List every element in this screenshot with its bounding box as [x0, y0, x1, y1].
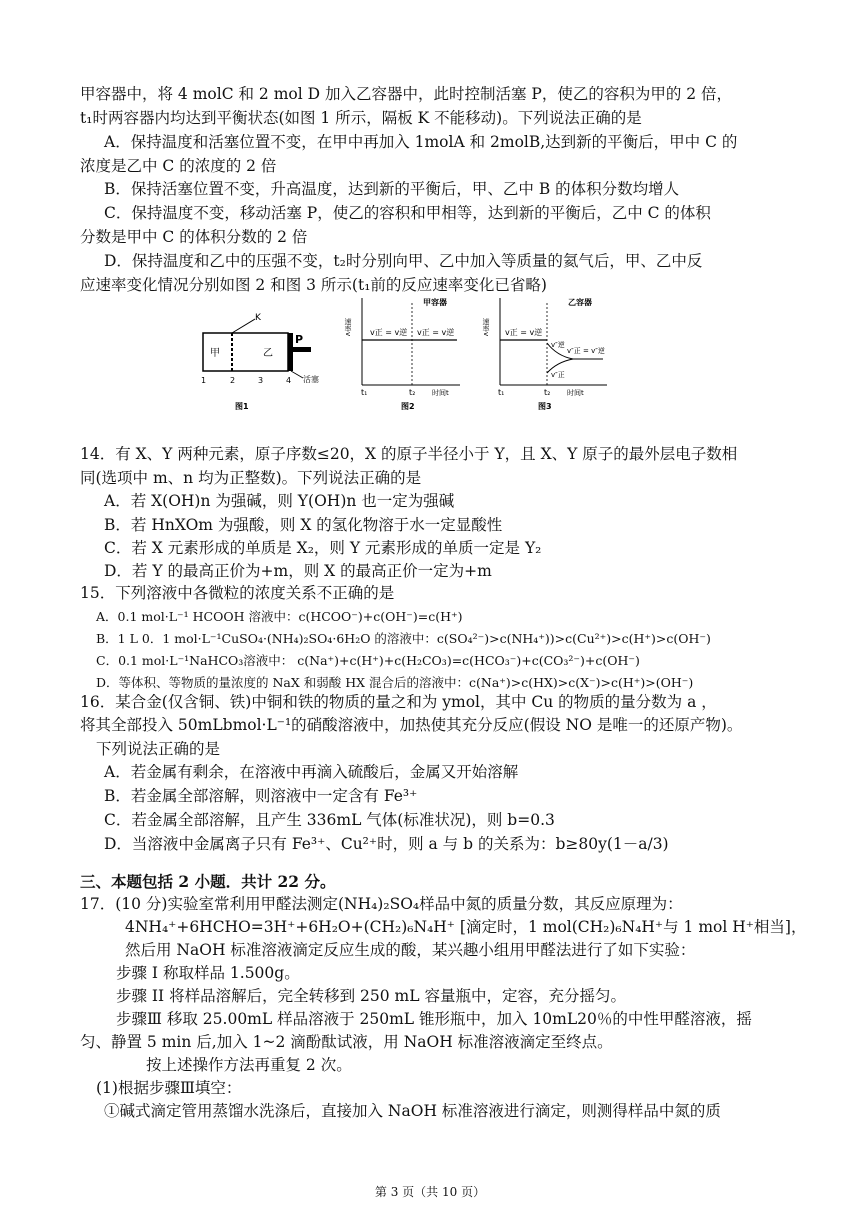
text-line: 分数是甲中 C 的体积分数的 2 倍: [80, 228, 308, 246]
option-c: C．0.1 mol·L⁻¹NaHCO₃溶液中： c(Na⁺)+c(H⁺)+c(H₂CO₃)=c(HCO₃⁻)+c(CO₃²⁻)+c(OH⁻): [96, 653, 640, 668]
step-1: 步骤 I 称取样品 1.500g。: [116, 964, 300, 982]
option-b: B．保持活塞位置不变，升高温度，达到新的平衡后，甲、乙中 B 的体积分数均增人: [104, 180, 680, 198]
fig1-label-p: P: [295, 333, 304, 346]
option-a: A．0.1 mol·L⁻¹ HCOOH 溶液中：c(HCOO⁻)+c(OH⁻)=c(H⁺): [96, 609, 463, 624]
question-15: 15．下列溶液中各微粒的浓度关系不正确的是: [80, 584, 395, 602]
step-3: 步骤Ⅲ 移取 25.00mL 样品溶液于 250mL 锥形瓶中，加入 10mL20％的中性甲醛溶液，摇: [116, 1010, 752, 1028]
question-17: 17．(10 分)实验室常利用甲醛法测定(NH₄)₂SO₄样品中氮的质量分数，其反应原理为：: [80, 895, 683, 913]
question-14: 14．有 X、Y 两种元素，原子序数≤20，X 的原子半径小于 Y，且 X、Y 原子的最外层电子数相: [80, 445, 738, 463]
fig2-ylabel: 速率v: [344, 318, 352, 337]
fig3-lower-label: v″正: [551, 371, 565, 379]
sub-question: (1)根据步骤Ⅲ填空：: [96, 1079, 242, 1097]
fig1-caption: 图1: [235, 402, 249, 411]
option-c: C．若金属全部溶解，且产生 336mL 气体(标准状况)，则 b=0.3: [104, 811, 555, 829]
reaction-equation: 4NH₄⁺+6HCHO=3H⁺+6H₂O+(CH₂)₆N₄H⁺ [滴定时，1 mol(CH₂)₆N₄H⁺与 1 mol H⁺相当]，: [125, 918, 807, 936]
option-d: D．等体积、等物质的量浓度的 NaX 和弱酸 HX 混合后的溶液中：c(Na⁺)>c(HX)>c(X⁻)>c(H⁺)>(OH⁻): [96, 675, 694, 690]
fig1-label-jia: 甲: [210, 348, 220, 359]
fig2-eq-label: v正 = v逆: [417, 328, 455, 337]
page-footer: 第 3 页（共 10 页）: [374, 1185, 486, 1199]
fig3-xlabel: 时间t: [567, 389, 584, 397]
option-b: B．若金属全部溶解，则溶液中一定含有 Fe³⁺: [104, 787, 418, 805]
option-a: A．若 X(OH)n 为强碱，则 Y(OH)n 也一定为强碱: [104, 492, 455, 510]
option-b: B．1 L 0．1 mol·L⁻¹CuSO₄·(NH₄)₂SO₄·6H₂O 的溶液中：c(SO₄²⁻)>c(NH₄⁺))>c(Cu²⁺)>c(H⁺)>c(OH⁻): [96, 631, 711, 646]
option-d: D．当溶液中金属离子只有 Fe³⁺、Cu²⁺时，则 a 与 b 的关系为：b≥80y(1－a/3): [104, 835, 669, 853]
fig3-title: 乙容器: [568, 298, 592, 307]
fig1-label-yi: 乙: [263, 348, 273, 359]
fig3-t1: t₁: [498, 388, 505, 397]
text-line: 按上述操作方法再重复 2 次。: [146, 1056, 352, 1074]
text-line: ①碱式滴定管用蒸馏水洗涤后，直接加入 NaOH 标准溶液进行滴定，则测得样品中氮的质: [104, 1102, 721, 1120]
fig1-label-k: K: [255, 313, 261, 323]
option-a: A．若金属有剩余，在溶液中再滴入硫酸后，金属又开始溶解: [104, 763, 519, 781]
option-d: D．若 Y 的最高正价为+m，则 X 的最高正价一定为+m: [104, 562, 492, 580]
option-b: B．若 HnXOm 为强酸，则 X 的氢化物溶于水一定显酸性: [104, 516, 503, 534]
fig1-piston-label: 活塞: [303, 375, 319, 384]
text-line: 下列说法正确的是: [96, 740, 221, 758]
text-line: 将其全部投入 50mLbmol·L⁻¹的硝酸溶液中，加热使其充分反应(假设 NO 是唯一的还原产物)。: [80, 716, 743, 734]
figure-1: [201, 313, 319, 411]
option-d: D．保持温度和乙中的压强不变，t₂时分别向甲、乙中加入等质量的氦气后，甲、乙中反: [104, 252, 703, 270]
text-line: 浓度是乙中 C 的浓度的 2 倍: [80, 157, 277, 175]
section-heading: 三、本题包括 2 小题．共计 22 分。: [80, 872, 336, 891]
fig2-caption: 图2: [401, 402, 415, 411]
fig1-tick: 3: [258, 376, 264, 385]
text-line: 甲容器中，将 4 molC 和 2 mol D 加入乙容器中，此时控制活塞 P，使乙的容积为甲的 2 倍，: [80, 85, 733, 103]
figure-group: [195, 293, 615, 415]
figure-2: [344, 297, 460, 411]
option-c: C．保持温度不变，移动活塞 P，使乙的容积和甲相等，达到新的平衡后，乙中 C 的体积: [104, 204, 711, 222]
question-16: 16．某合金(仅含铜、铁)中铜和铁的物质的量之和为 ymol，其中 Cu 的物质的量分数为 a ，: [80, 693, 717, 711]
fig1-tick: 2: [230, 376, 236, 385]
fig1-tick: 4: [286, 376, 292, 385]
text-line: 匀、静置 5 min 后,加入 1~2 滴酚酞试液，用 NaOH 标准溶液滴定至终点。: [80, 1033, 613, 1051]
fig2-t2: t₂: [409, 388, 416, 397]
fig3-ylabel: 速率v: [482, 318, 490, 337]
figure-3: [482, 297, 607, 411]
text-line: 同(选项中 m、n 均为正整数)。下列说法正确的是: [80, 469, 422, 487]
fig2-title: 甲容器: [423, 298, 447, 307]
option-c: C．若 X 元素形成的单质是 X₂，则 Y 元素形成的单质一定是 Y₂: [104, 539, 542, 557]
fig3-upper-label: v″逆: [551, 341, 565, 349]
text-line: t₁时两容器内均达到平衡状态(如图 1 所示，隔板 K 不能移动)。下列说法正确的是: [80, 109, 642, 127]
fig3-caption: 图3: [538, 402, 552, 411]
fig1-tick: 1: [201, 376, 207, 385]
fig3-eq2-label: v″正 = v″逆: [567, 347, 605, 355]
fig2-eq-label: v正 = v逆: [370, 328, 408, 337]
option-a: A．保持温度和活塞位置不变，在甲中再加入 1molA 和 2molB,达到新的平衡后，甲中 C 的: [104, 133, 738, 151]
fig2-t1: t₁: [361, 388, 368, 397]
text-line: 然后用 NaOH 标准溶液滴定反应生成的酸，某兴趣小组用甲醛法进行了如下实验：: [125, 941, 696, 959]
fig2-xlabel: 时间t: [432, 389, 449, 397]
step-2: 步骤 II 将样品溶解后，完全转移到 250 mL 容量瓶中，定容，充分摇匀。: [116, 987, 626, 1005]
text-line: 应速率变化情况分别如图 2 和图 3 所示(t₁前的反应速率变化已省略): [80, 276, 547, 294]
fig3-t2: t₂: [544, 388, 551, 397]
fig3-eq-label: v正 = v逆: [505, 328, 543, 337]
